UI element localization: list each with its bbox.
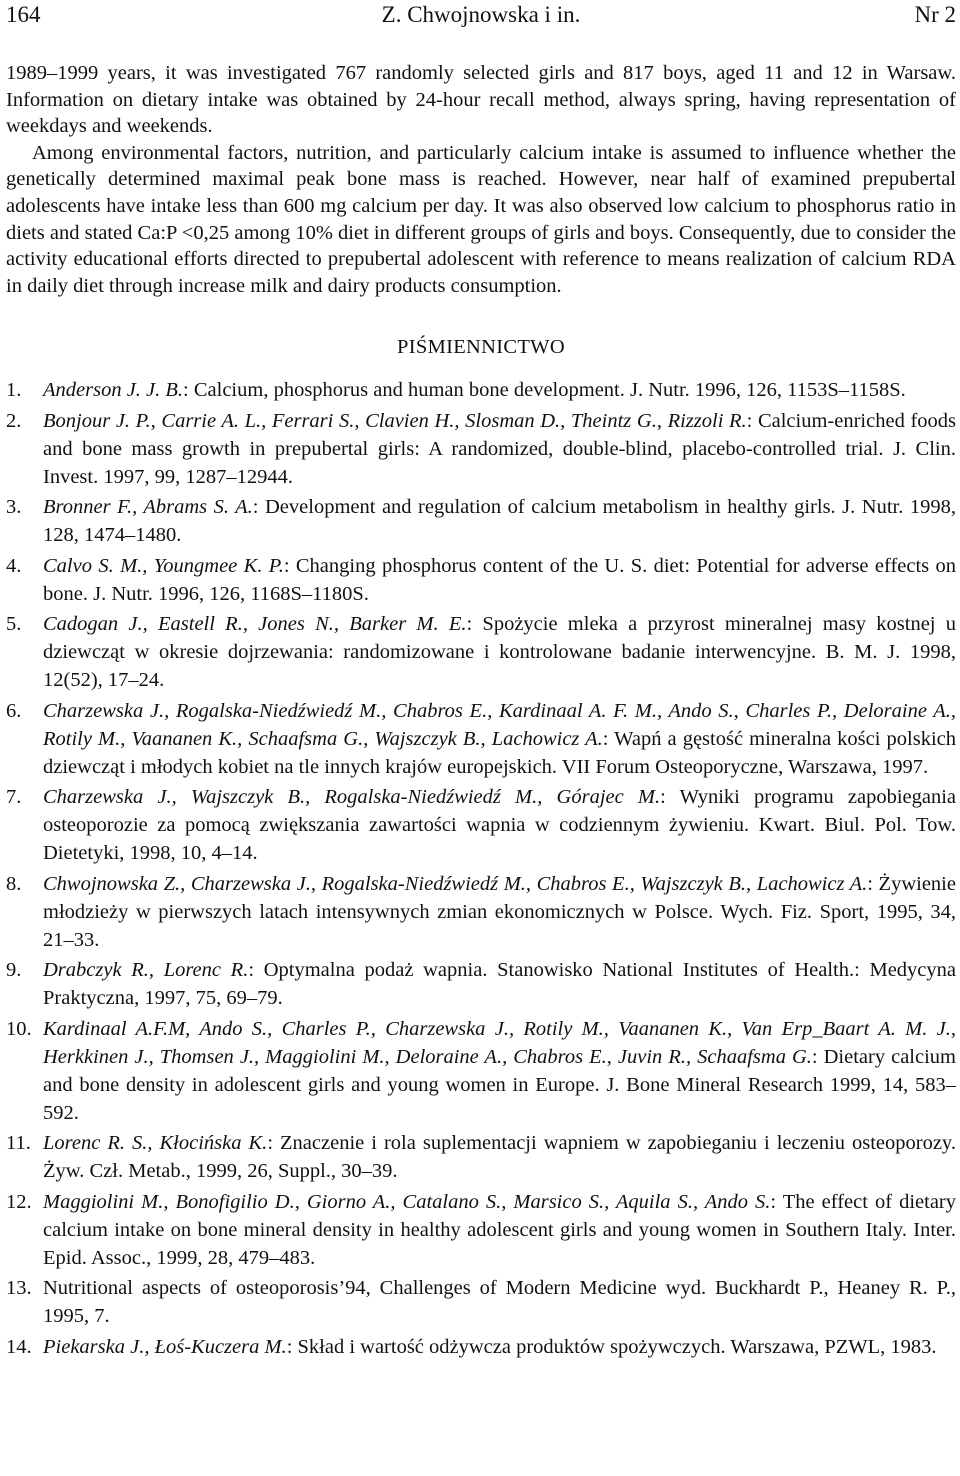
reference-number: 10. <box>6 1017 32 1040</box>
reference-item <box>6 956 956 1012</box>
english-summary <box>6 60 956 299</box>
reference-number: 11. <box>6 1132 31 1155</box>
reference-authors: Lorenc R. S., Kłocińska K. <box>43 1132 268 1155</box>
reference-authors: Drabczyk R., Lorenc R. <box>43 959 249 982</box>
reference-item <box>6 1333 956 1361</box>
reference-text: Nutritional aspects of osteoporosis’94, Challenges of Modern Medicine wyd. Buckhardt P., Heaney R. P., 1995, 7. <box>43 1277 956 1328</box>
reference-authors: Charzewska J., Wajszczyk B., Rogalska-Niedźwiedź M., Górajec M. <box>43 786 661 809</box>
page-number: 164 <box>6 2 41 27</box>
reference-authors: Cadogan J., Eastell R., Jones N., Barker M. E. <box>43 613 467 636</box>
reference-text: : Optymalna podaż wapnia. Stanowisko National Institutes of Health.: Medycyna Praktyczna, 1997, 75, 69–79. <box>43 959 957 1010</box>
reference-number: 9. <box>6 959 22 982</box>
reference-authors: Chwojnowska Z., Charzewska J., Rogalska-Niedźwiedź M., Chabros E., Wajszczyk B., Lachowicz A. <box>43 872 868 895</box>
reference-list <box>6 376 956 1361</box>
reference-item <box>6 376 956 404</box>
reference-item <box>6 783 956 867</box>
reference-item <box>6 870 956 954</box>
reference-number: 5. <box>6 613 22 636</box>
journal-page <box>6 0 956 1363</box>
reference-authors: Bonjour J. P., Carrie A. L., Ferrari S., Clavien H., Slosman D., Theintz G., Rizzoli R. <box>43 409 747 432</box>
reference-authors: Calvo S. M., Youngmee K. P. <box>43 554 284 577</box>
references-heading: PIŚMIENNICTWO <box>397 336 565 359</box>
reference-number: 2. <box>6 409 22 432</box>
reference-text: : Development and regulation of calcium metabolism in healthy girls. J. Nutr. 1998, 128, 1474–1480. <box>43 496 956 547</box>
reference-item <box>6 407 956 491</box>
reference-item <box>6 1188 956 1272</box>
reference-item <box>6 1015 956 1127</box>
reference-item <box>6 493 956 549</box>
reference-text: : Calcium, phosphorus and human bone development. J. Nutr. 1996, 126, 1153S–1158S. <box>183 379 906 402</box>
summary-paragraph: Among environmental factors, nutrition, and particularly calcium intake is assumed to influence whether the genetically determined maximal peak bone mass is reached. However, near half of examined prepubertal adolescents have intake less than 600 mg calcium per day. It was also observed low calcium to phosphorus ratio in diets and stated Ca:P <0,25 among 10% diet in different groups of girls and boys. Consequently, due to consider the activity educational efforts directed to prepubertal adolescent with reference to means realization of calcium RDA in daily diet through increase milk and dairy products consumption. <box>6 141 956 297</box>
reference-text: : Żywienie młodzieży w pierwszych latach intensywnych zmian ekonomicznych w Polsce. Wych. Fiz. Sport, 1995, 34, 21–33. <box>43 872 956 951</box>
reference-text: : Skład i wartość odżywcza produktów spożywczych. Warszawa, PZWL, 1983. <box>286 1335 937 1358</box>
reference-item <box>6 1274 956 1330</box>
reference-number: 1. <box>6 379 22 402</box>
reference-text: : Wyniki programu zapobiegania osteoporozie za pomocą zwiększania zawartości wapnia w codziennym żywieniu. Kwart. Biul. Pol. Tow. Dietetyki, 1998, 10, 4–14. <box>43 786 957 865</box>
reference-authors: Bronner F., Abrams S. A. <box>43 496 253 519</box>
reference-authors: Kardinaal A.F.M, Ando S., Charles P., Charzewska J., Rotily M., Vaananen K., Van Erp_Baart A. M. J., Herkkinen J., Thomsen J., Maggiolini M., Deloraine A., Chabros E., Juvin R., Schaafsma G. <box>43 1017 956 1068</box>
reference-authors: Maggiolini M., Bonofigilio D., Giorno A., Catalano S., Marsico S., Aquila S., Ando S. <box>43 1190 771 1213</box>
issue-number: Nr 2 <box>914 2 956 27</box>
reference-text: : Wapń a gęstość mineralna kości polskich dziewcząt i młodych kobiet na tle innych krajów europejskich. VII Forum Osteoporyczne, Warszawa, 1997. <box>43 727 956 778</box>
running-header <box>6 0 956 42</box>
reference-number: 13. <box>6 1277 32 1300</box>
reference-text: : The effect of dietary calcium intake on bone mineral density in healthy adolescent girls and young women in Southern Italy. Inter. Epid. Assoc., 1999, 28, 479–483. <box>43 1190 956 1269</box>
reference-authors: Charzewska J., Rogalska-Niedźwiedź M., Chabros E., Kardinaal A. F. M., Ando S., Charles P., Deloraine A., Rotily M., Vaananen K., Schaafsma G., Wajszczyk B., Lachowicz A. <box>43 699 956 750</box>
reference-number: 12. <box>6 1190 32 1213</box>
reference-number: 7. <box>6 786 22 809</box>
reference-number: 3. <box>6 496 22 519</box>
reference-number: 14. <box>6 1335 32 1358</box>
reference-text: : Spożycie mleka a przyrost mineralnej masy kostnej u dziewcząt w okresie dojrzewania: randomizowane i kontrolowane badanie interwencyjne. B. M. J. 1998, 12(52), 17–24. <box>43 613 956 692</box>
reference-number: 8. <box>6 872 22 895</box>
reference-text: : Znaczenie i rola suplementacji wapniem w zapobieganiu i leczeniu osteoporozy. Żyw. Czł. Metab., 1999, 26, Suppl., 30–39. <box>43 1132 956 1183</box>
summary-paragraph: 1989–1999 years, it was investigated 767 randomly selected girls and 817 boys, aged 11 and 12 in Warsaw. Information on dietary intake was obtained by 24-hour recall method, always spring, having representation of weekdays and weekends. <box>6 62 956 138</box>
reference-number: 6. <box>6 699 22 722</box>
reference-text: : Changing phosphorus content of the U. S. diet: Potential for adverse effects on bone. J. Nutr. 1996, 126, 1168S–1180S. <box>43 554 957 605</box>
reference-item <box>6 697 956 781</box>
reference-authors: Anderson J. J. B. <box>43 379 184 402</box>
reference-number: 4. <box>6 554 22 577</box>
reference-item <box>6 552 956 608</box>
header-authors: Z. Chwojnowska i in. <box>381 2 581 27</box>
reference-text: : Dietary calcium and bone density in adolescent girls and young women in Europe. J. Bone Mineral Research 1999, 14, 583–592. <box>43 1045 956 1124</box>
reference-text: : Calcium-enriched foods and bone mass growth in prepubertal girls: A randomized, double-blind, placebo-controlled trial. J. Clin. Invest. 1997, 99, 1287–12944. <box>43 409 956 488</box>
reference-item <box>6 1129 956 1185</box>
reference-authors: Piekarska J., Łoś-Kuczera M. <box>43 1335 287 1358</box>
reference-item <box>6 610 956 694</box>
